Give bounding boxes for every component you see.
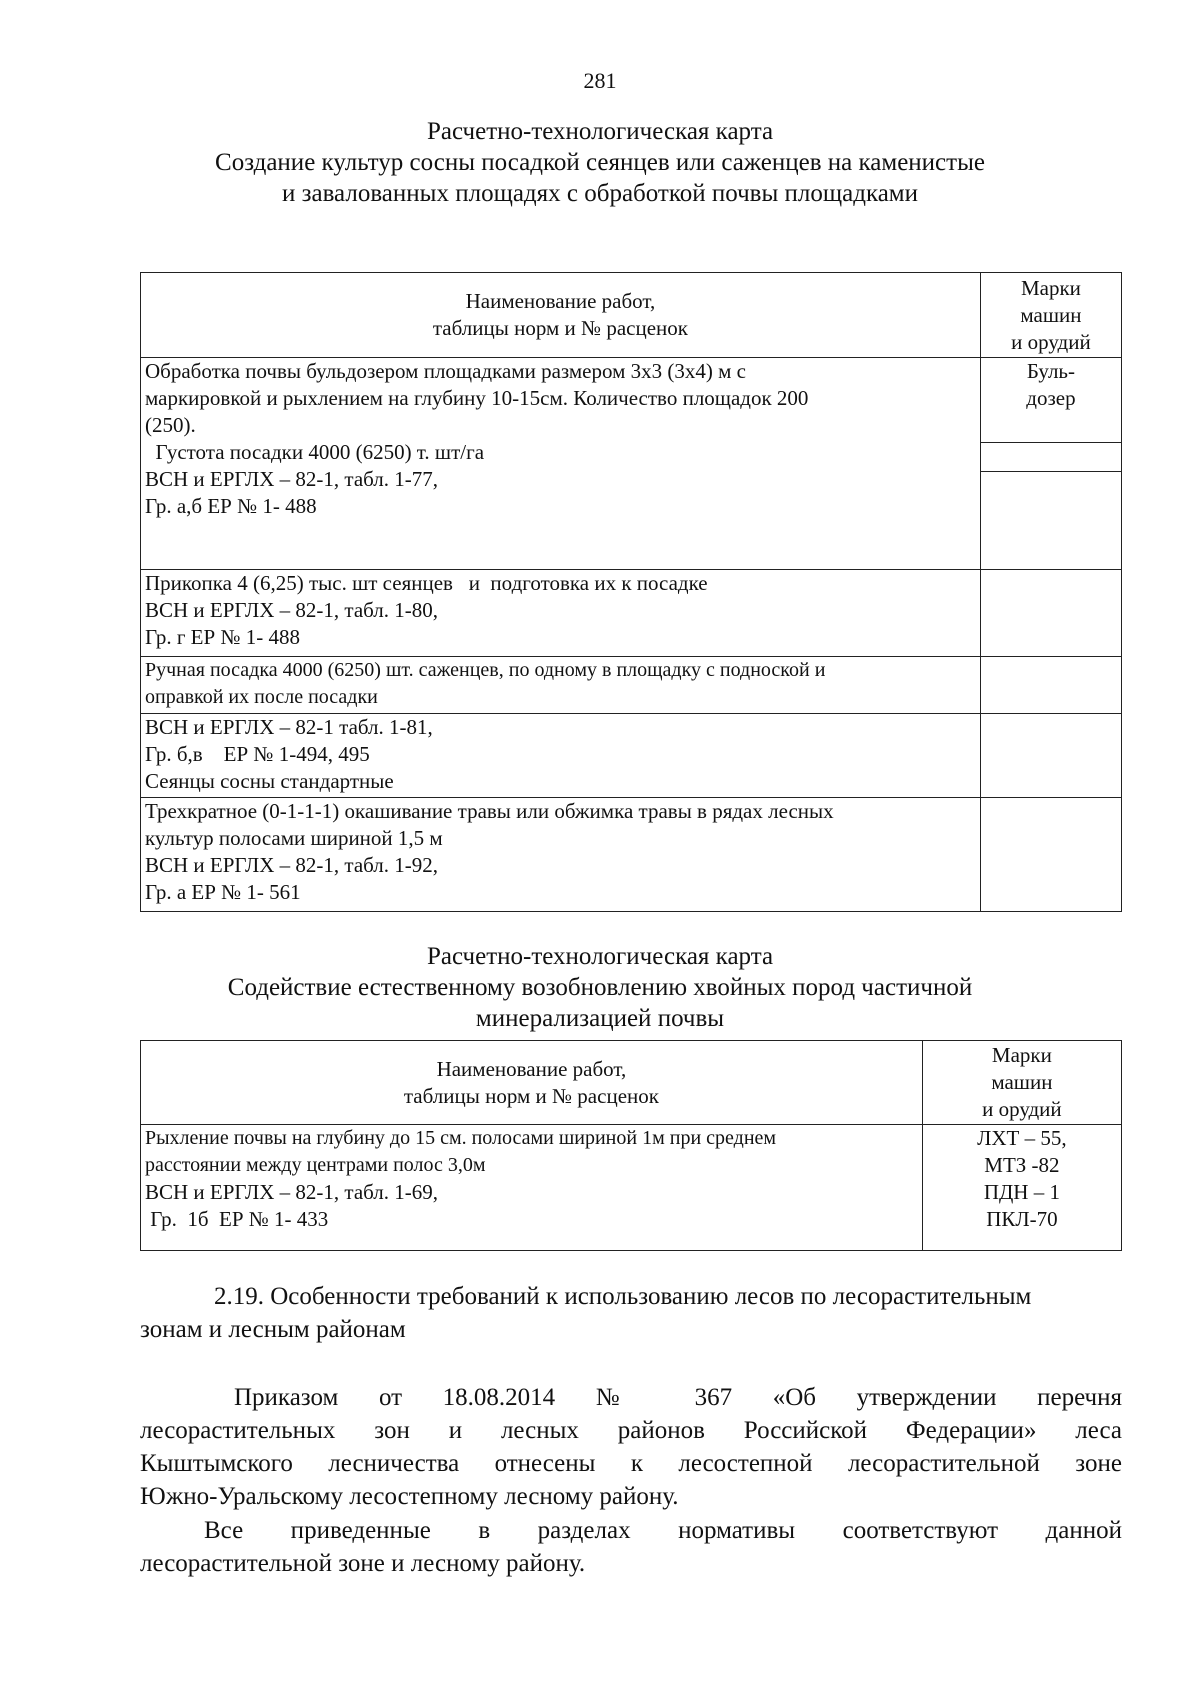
machines-header: Марки машин и орудий bbox=[922, 1041, 1121, 1125]
works-header: Наименование работ, таблицы норм и № расценок bbox=[141, 1041, 923, 1125]
table-row bbox=[141, 714, 1122, 798]
card1-title-line: и завалованных площадях с обработкой почвы площадками bbox=[281, 180, 919, 207]
work-cell: ВСН и ЕРГЛХ – 82-1 табл. 1-81, Гр. б,в ЕР № 1-494, 495 Сеянцы сосны стандартные bbox=[141, 714, 981, 798]
card1-title bbox=[0, 116, 1200, 209]
machine-subcell bbox=[981, 471, 1121, 500]
card2-table bbox=[140, 1040, 1122, 1251]
card2-title bbox=[0, 941, 1200, 1034]
card1-title-line: Расчетно-технологическая карта bbox=[426, 118, 774, 145]
card2-title-line: Расчетно-технологическая карта bbox=[426, 943, 774, 970]
machine-cell: ЛХТ – 55, МТЗ -82 ПДН – 1 ПКЛ-70 bbox=[922, 1125, 1121, 1251]
work-cell: Прикопка 4 (6,25) тыс. шт сеянцев и подготовка их к посадке ВСН и ЕРГЛХ – 82-1, табл. 1-80, Гр. г ЕР № 1- 488 bbox=[141, 570, 981, 657]
table-row bbox=[141, 1125, 1122, 1251]
table-header-row bbox=[141, 273, 1122, 358]
work-cell: Ручная посадка 4000 (6250) шт. саженцев, по одному в площадку с подноской и оправкой их после посадки bbox=[141, 657, 981, 714]
work-cell: Трехкратное (0-1-1-1) окашивание травы или обжимка травы в рядах лесных культур полосами шириной 1,5 м ВСН и ЕРГЛХ – 82-1, табл. 1-92, Гр. а ЕР № 1- 561 bbox=[141, 798, 981, 912]
card2-title-line: минерализацией почвы bbox=[475, 1005, 725, 1032]
section-heading: 2.19. Особенности требований к использованию лесов по лесорастительным зонам и лесным районам bbox=[140, 1283, 1032, 1343]
machine-cell bbox=[980, 798, 1121, 912]
machine-cell: Буль- дозер bbox=[980, 358, 1121, 570]
page-number: 281 bbox=[583, 68, 617, 93]
table-row bbox=[141, 358, 1122, 570]
table-row bbox=[141, 570, 1122, 657]
work-cell: Обработка почвы бульдозером площадками размером 3х3 (3х4) м с маркировкой и рыхлением на глубину 10-15см. Количество площадок 200 (250). Густота посадки 4000 (6250) т. шт/га ВСН и ЕРГЛХ – 82-1, табл. 1-77, Гр. а,б ЕР № 1- 488 bbox=[141, 358, 981, 570]
table-row bbox=[141, 657, 1122, 714]
table-header-row bbox=[141, 1041, 1122, 1125]
card2-title-line: Содействие естественному возобновлению хвойных пород частичной bbox=[227, 974, 973, 1001]
machine-subcell bbox=[981, 442, 1121, 471]
machine-cell bbox=[980, 570, 1121, 657]
machine-cell bbox=[980, 657, 1121, 714]
machine-cell bbox=[980, 714, 1121, 798]
work-cell: Рыхление почвы на глубину до 15 см. полосами шириной 1м при среднем расстоянии между центрами полос 3,0м ВСН и ЕРГЛХ – 82-1, табл. 1-69, Гр. 1б ЕР № 1- 433 bbox=[141, 1125, 923, 1251]
paragraph-2: Все приведенные в разделах нормативы соответствуют данной лесорастительной зоне и лесному району. bbox=[140, 1517, 1122, 1577]
card1-table bbox=[140, 272, 1122, 912]
machines-header: Марки машин и орудий bbox=[980, 273, 1121, 358]
table-row bbox=[141, 798, 1122, 912]
card1-title-line: Создание культур сосны посадкой сеянцев или саженцев на каменистые bbox=[215, 149, 985, 176]
works-header: Наименование работ, таблицы норм и № расценок bbox=[141, 273, 981, 358]
paragraph-1: Приказом от 18.08.2014 № 367 «Об утверждении перечня лесорастительных зон и лесных районов Российской Федерации» леса Кыштымского лесничества отнесены к лесостепной лесорастительной зоне Южно-Уральскому лесостепному лесному району. bbox=[140, 1384, 1122, 1510]
